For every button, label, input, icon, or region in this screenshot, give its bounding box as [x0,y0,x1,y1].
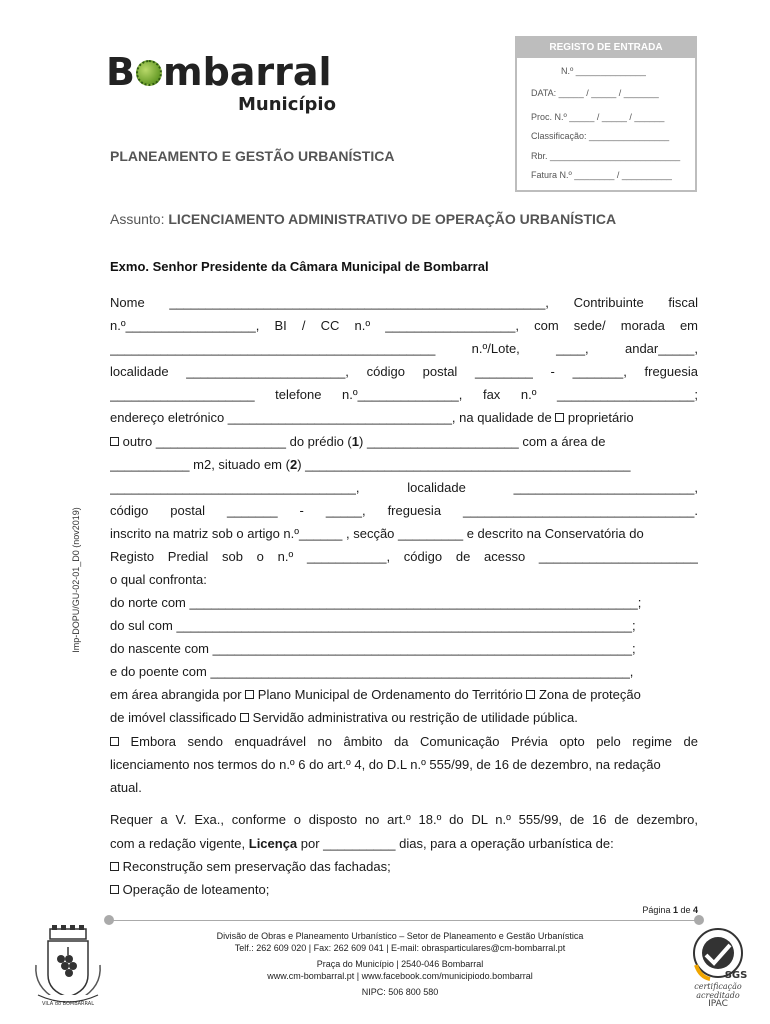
proprietario-label: proprietário [564,410,634,425]
footer-phone: Telf.: 262 609 020 | Fax: 262 609 041 | E-mail: obrasparticulares@cm-bombarral.pt [234,943,566,953]
loteamento-label: Operação de loteamento; [119,882,270,897]
registo-fatura: Fatura N.º ________ / __________ [531,170,672,180]
logo-letter-b: B [106,50,135,94]
redacao-rest: por __________ dias, para a operação urbanística de: [297,836,614,851]
zona-protecao-label: Zona de proteção [535,687,641,702]
licenca-word: Licença [248,836,298,851]
pmot-checkbox[interactable] [245,690,254,699]
line-area-abrangida [110,687,698,702]
certification-text [686,982,750,1009]
registo-entrada-box [515,36,697,192]
area-text: ) _____________________ com a área de [359,434,606,449]
page-mid: de [677,905,693,915]
line-requer: Requer a V. Exa., conforme o disposto no art.º 18.º do DL n.º 555/99, de 16 de dezembro, [110,812,698,827]
assunto-label: Assunto: [110,211,169,227]
logo-word-rest: mbarral [162,50,332,94]
registo-data: DATA: _____ / _____ / _______ [531,88,659,98]
line-imovel [110,710,698,725]
page-prefix: Página [642,905,673,915]
note-ref-2: 2 [289,457,298,472]
cert-label-1: certificação [694,982,742,991]
outro-checkbox[interactable] [110,437,119,446]
municipio-logo [106,50,346,120]
comunicacao-previa-checkbox[interactable] [110,737,119,746]
cert-label-2: acreditado [696,991,740,1000]
line-poente: e do poente com __________________________________________________________, [110,664,634,679]
imovel-text: de imóvel classificado [110,710,241,725]
crest-scroll-text: VILA do BOMBARRAL [41,1001,95,1007]
assunto-value: LICENCIAMENTO ADMINISTRATIVO DE OPERAÇÃO URBANÍSTICA [168,211,617,227]
form-code-text: Imp-DOPU/GU-02-01_D0 (nov2019) [71,507,81,653]
registo-title: REGISTO DE ENTRADA [517,38,695,58]
form-code [66,500,86,660]
reconstrucao-label: Reconstrução sem preservação das fachadas; [119,859,391,874]
page-number [642,905,698,915]
area-abrangida-text: em área abrangida por [110,687,246,702]
redacao-text: com a redação vigente, [110,836,249,851]
loteamento-checkbox[interactable] [110,885,119,894]
logo-wordmark [106,50,332,94]
proprietario-checkbox[interactable] [555,413,564,422]
sgs-brand: SGS [724,970,748,981]
registo-proc: Proc. N.º _____ / _____ / ______ [531,112,665,122]
page-current: 1 [672,905,678,915]
footer-division: Divisão de Obras e Planeamento Urbanístico – Setor de Planeamento e Gestão Urbanística [216,931,584,941]
registo-rbr: Rbr. __________________________ [531,151,681,161]
line-redacao [110,836,698,851]
logo-subtitle: Município [238,94,336,115]
line-licenciamento: licenciamento nos termos do n.º 6 do art.º 4, do D.L n.º 555/99, de 16 de dezembro, na redação [110,757,661,772]
line-morada: _____________________________________________ n.º/Lote, ____, andar_____, [110,341,698,356]
zona-protecao-checkbox[interactable] [526,690,535,699]
line-codigo-postal: código postal _______ - _____, freguesia ________________________________. [110,503,698,518]
line-atual: atual. [110,780,142,795]
servidao-checkbox[interactable] [240,713,249,722]
outro-text: outro __________________ do prédio ( [119,434,352,449]
line-norte: do norte com ______________________________________________________________; [110,595,642,610]
municipal-crest-icon [28,925,108,1010]
footer-nipc: NIPC: 506 800 580 [361,987,439,997]
line-nome: Nome ____________________________________________________, Contribuinte fiscal [110,295,698,310]
footer-right-dot [694,915,704,925]
line-outro [110,434,698,449]
line-localidade-predio: __________________________________, localidade _________________________, [110,480,698,495]
line-reconstrucao [110,859,698,874]
registo-numero: N.º ______________ [561,66,646,76]
cert-label-3: IPAC [708,999,728,1009]
footer-divider [110,920,698,921]
servidao-label: Servidão administrativa ou restrição de utilidade pública. [249,710,578,725]
line-loteamento [110,882,698,897]
line-situado [110,457,698,472]
pmot-label: Plano Municipal de Ordenamento do Território [254,687,527,702]
line-telefone: ____________________ telefone n.º______________, fax n.º ___________________; [110,387,698,402]
page-total: 4 [692,905,698,915]
registo-classificacao: Classificação: ________________ [531,131,670,141]
reconstrucao-checkbox[interactable] [110,862,119,871]
line-contribuinte: n.º__________________, BI / CC n.º __________________, com sede/ morada em [110,318,698,333]
footer-web: www.cm-bombarral.pt | www.facebook.com/municipiodo.bombarral [267,971,533,981]
line-confronta: o qual confronta: [110,572,207,587]
line-localidade: localidade ______________________, código postal ________ - _______, freguesia [110,364,698,379]
comunicacao-previa-label: Embora sendo enquadrável no âmbito da Comunicação Prévia opto pelo regime de [119,734,698,749]
situado-text: ___________ m2, situado em ( [110,457,290,472]
footer-contacts [180,930,620,998]
salutation: Exmo. Senhor Presidente da Câmara Municipal de Bombarral [110,259,489,274]
line-nascente: do nascente com __________________________________________________________; [110,641,636,656]
note-ref-1: 1 [351,434,359,449]
line-matriz: inscrito na matriz sob o artigo n.º______ , secção _________ e descrito na Conservatória do [110,526,644,541]
situado-blank: ) _____________________________________________ [297,457,631,472]
footer-address: Praça do Município | 2540-046 Bombarral [316,959,484,969]
line-comunicacao-previa [110,734,698,749]
line-sul: do sul com _______________________________________________________________; [110,618,636,633]
department-heading: PLANEAMENTO E GESTÃO URBANÍSTICA [110,148,395,164]
assunto-line [110,211,616,227]
line-registo-predial: Registo Predial sob o n.º ___________, código de acesso ______________________ [110,549,698,564]
email-text: endereço eletrónico _______________________________, na qualidade de [110,410,556,425]
line-email [110,410,698,425]
grape-ball-icon [136,60,162,86]
